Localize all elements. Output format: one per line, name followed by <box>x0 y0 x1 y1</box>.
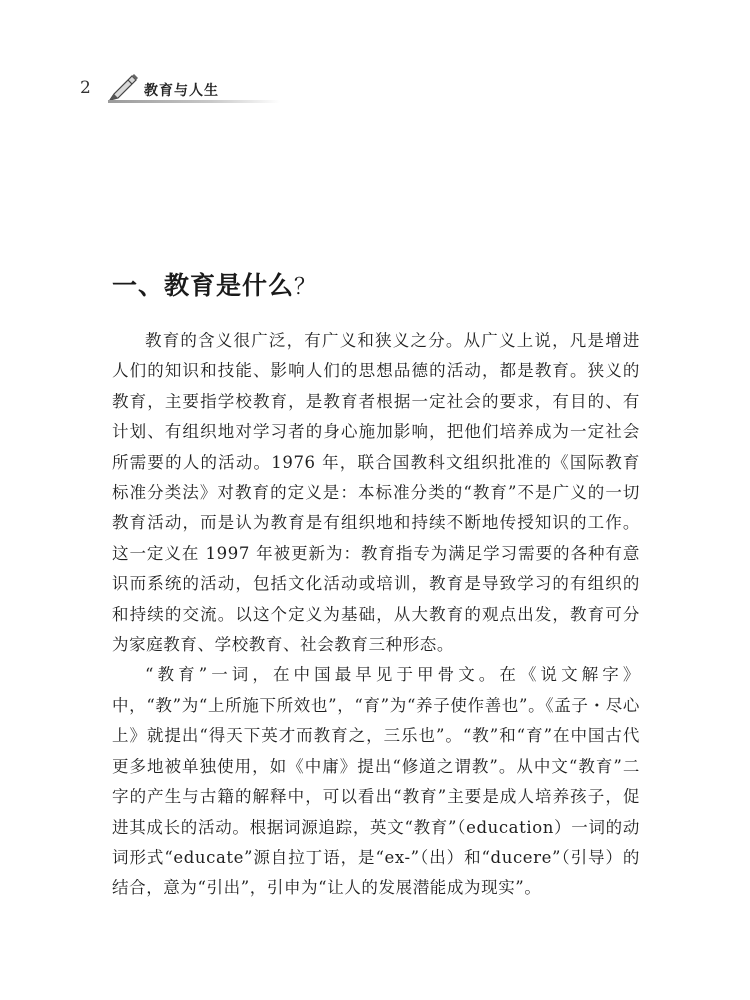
paragraph: 教育的含义很广泛，有广义和狭义之分。从广义上说，凡是增进人们的知识和技能、影响人们的思想品德的活动，都是教育。狭义的教育，主要指学校教育，是教育者根据一定社会的要求，有目的、有计划、有组织地对学习者的身心施加影响，把他们培养成为一定社会所需要的人的活动。1976 年，联合国教科文组织批准的《国际教育标准分类法》对教育的定义是：本标准分类的“教育”不是广义的一切教育活动，而是认为教育是有组织地和持续不断地传授知识的工作。这一定义在 1997 年被更新为：教育指专为满足学习需要的各种有意识而系统的活动，包括文化活动或培训，教育是导致学习的有组织的和持续的交流。以这个定义为基础，从大教育的观点出发，教育可分为家庭教育、学校教育、社会教育三种形态。 <box>112 331 640 655</box>
section-heading <box>112 266 317 302</box>
paragraph: “教育”一词，在中国最早见于甲骨文。在《说文解字》中，“教”为“上所施下所效也”，“育”为“养子使作善也”。《孟子・尽心上》就提出“得天下英才而教育之，三乐也”。“教”和“育”在中国古代更多地被单独使用，如《中庸》提出“修道之谓教”。从中文“教育”二字的产生与古籍的解释中，可以看出“教育”主要是成人培养孩子，促进其成长的活动。根据词源追踪，英文“教育”（education）一词的动词形式“educate”源自拉丁语，是“ex-”（出）和“ducere”（引导）的结合，意为“引出”，引申为“让人的发展潜能成为现实”。 <box>112 665 640 898</box>
section-heading-text: 一、教育是什么 <box>112 271 295 300</box>
running-header <box>80 72 280 112</box>
body-text <box>112 326 640 904</box>
section-heading-mark: ？ <box>294 275 318 300</box>
header-rule <box>108 100 280 103</box>
book-title: 教育与人生 <box>144 83 219 99</box>
page-number: 2 <box>80 78 91 98</box>
